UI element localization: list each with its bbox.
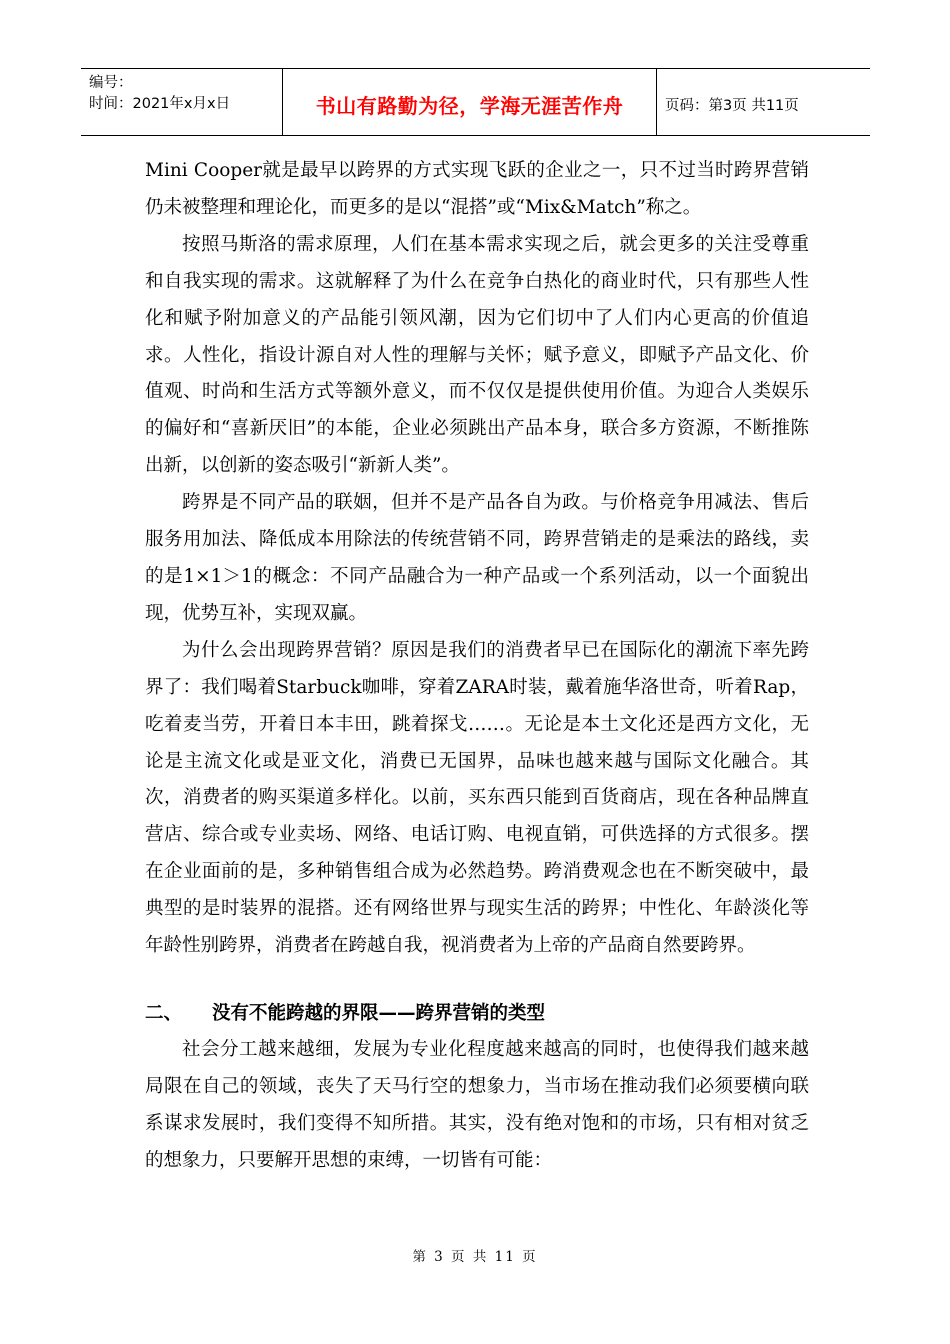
- paragraph-2: 按照马斯洛的需求原理，人们在基本需求实现之后，就会更多的关注受尊重和自我实现的需求。这就解释了为什么在竞争白热化的商业时代，只有那些人性化和赋予附加意义的产品能引领风潮，因为它们切中了人们内心更高的价值追求。人性化，指设计源自对人性的理解与关怀；赋予意义，即赋予产品文化、价值观、时尚和生活方式等额外意义，而不仅仅是提供使用价值。为迎合人类娱乐的偏好和“喜新厌旧”的本能，企业必须跳出产品本身，联合多方资源，不断推陈出新，以创新的姿态吸引“新新人类”。: [145, 233, 809, 477]
- header-meta-cell: [81, 69, 283, 135]
- document-body: [145, 153, 809, 1180]
- section-title: 没有不能跨越的界限——跨界营销的类型: [212, 1002, 546, 1024]
- page-footer: 第 3 页 共 11 页: [412, 1249, 538, 1265]
- paragraph-1: Mini Cooper就是最早以跨界的方式实现飞跃的企业之一，只不过当时跨界营销仍未被整理和理论化，而更多的是以“混搭”或“Mix&Match”称之。: [145, 160, 809, 218]
- header-number-label: 编号：: [89, 75, 133, 91]
- paragraph-3: 跨界是不同产品的联姻，但并不是产品各自为政。与价格竞争用减法、售后服务用加法、降低成本用除法的传统营销不同，跨界营销走的是乘法的路线，卖的是1×1＞1的概念：不同产品融合为一种产品或一个系列活动，以一个面貌出现，优势互补，实现双赢。: [145, 492, 809, 624]
- page-header: [81, 68, 870, 136]
- paragraph-4: 为什么会出现跨界营销？原因是我们的消费者早已在国际化的潮流下率先跨界了：我们喝着Starbuck咖啡，穿着ZARA时装，戴着施华洛世奇，听着Rap，吃着麦当劳，开着日本丰田，跳着探戈……。无论是本土文化还是西方文化，无论是主流文化或是亚文化，消费已无国界，品味也越来越与国际文化融合。其次，消费者的购买渠道多样化。以前，买东西只能到百货商店，现在各种品牌直营店、综合或专业卖场、网络、电话订购、电视直销，可供选择的方式很多。摆在企业面前的是，多种销售组合成为必然趋势。跨消费观念也在不断突破中，最典型的是时装界的混搭。还有网络世界与现实生活的跨界；中性化、年龄淡化等年龄性别跨界，消费者在跨越自我，视消费者为上帝的产品商自然要跨界。: [145, 639, 809, 957]
- section-heading: [145, 995, 809, 1032]
- section-paragraph-1: 社会分工越来越细，发展为专业化程度越来越高的同时，也使得我们越来越局限在自己的领域，丧失了天马行空的想象力，当市场在推动我们必须要横向联系谋求发展时，我们变得不知所措。其实，没有绝对饱和的市场，只有相对贫乏的想象力，只要解开思想的束缚，一切皆有可能：: [145, 1038, 809, 1171]
- header-motto: 书山有路勤为径，学海无涯苦作舟: [283, 69, 657, 135]
- header-time-label: 时间：2021年x月x日: [89, 96, 231, 112]
- section-number: 二、: [145, 1002, 183, 1024]
- header-page-label: 页码：第3页 共11页: [665, 97, 799, 114]
